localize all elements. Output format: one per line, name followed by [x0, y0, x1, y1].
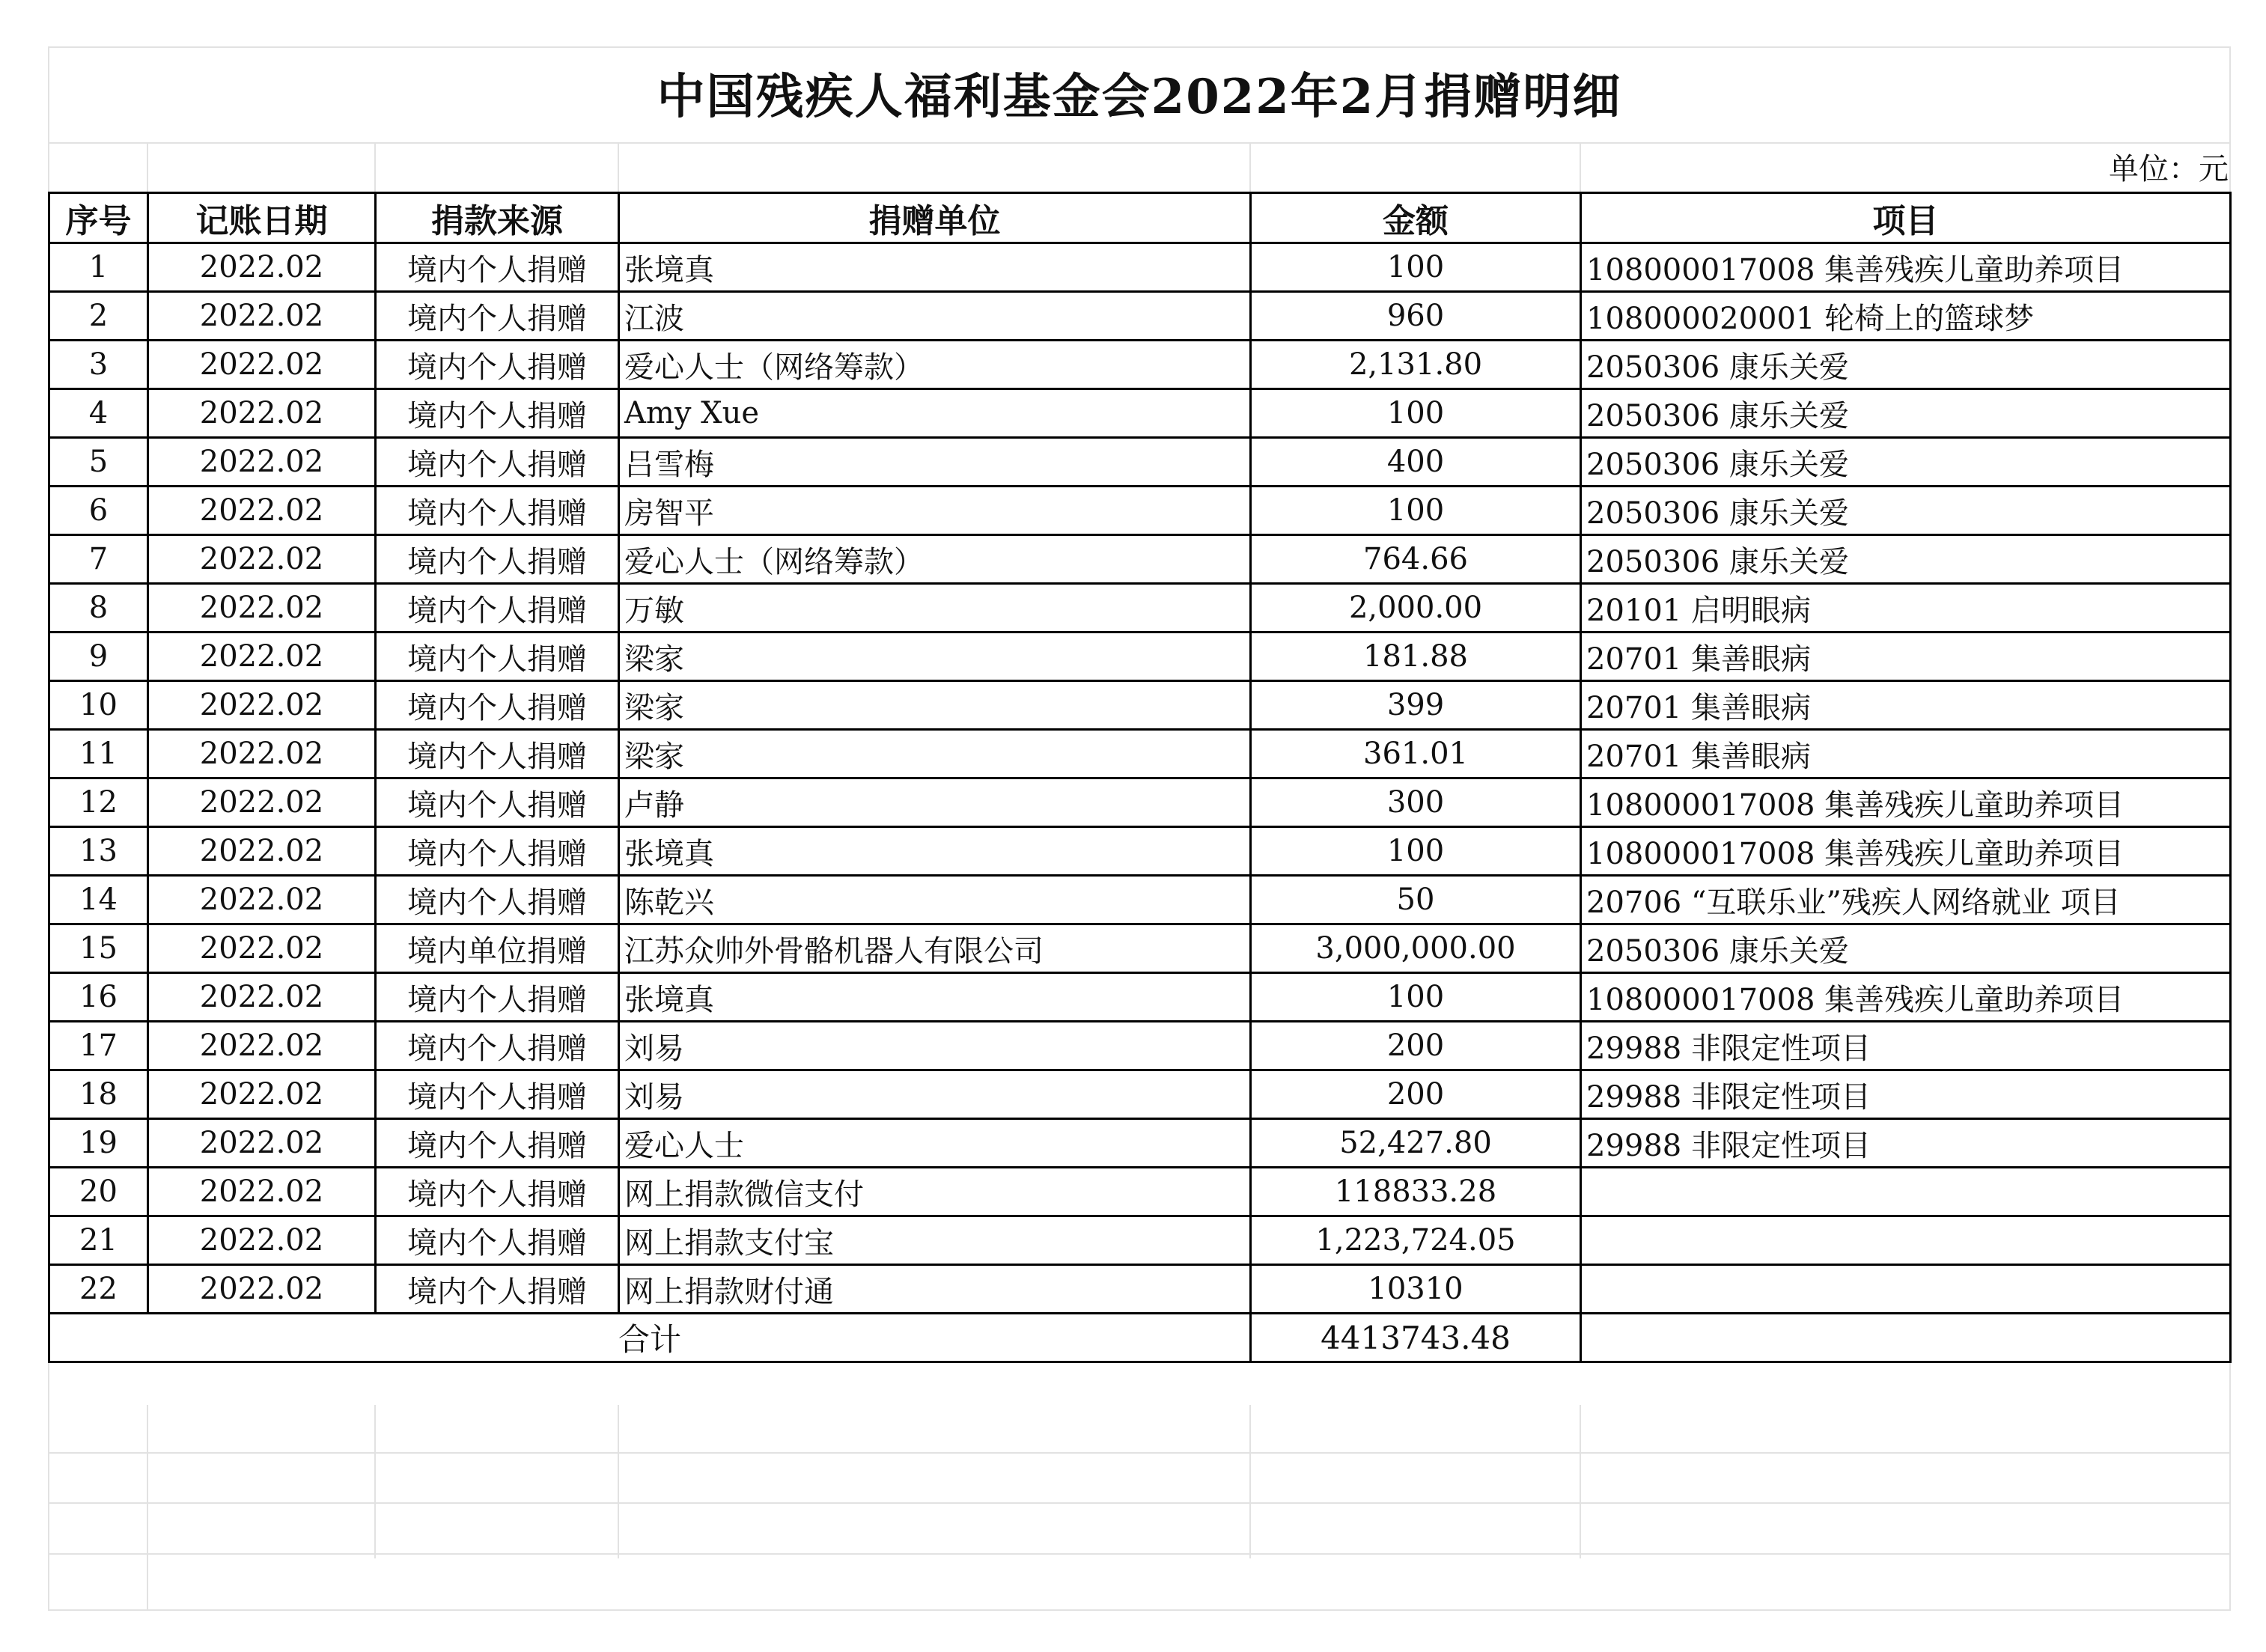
cell-no: 7: [49, 535, 148, 584]
cell-no: 4: [49, 389, 148, 438]
cell-donor: 房智平: [619, 487, 1251, 535]
cell-project: 20101 启明眼病: [1581, 584, 2231, 633]
table-row: [49, 730, 2231, 778]
cell-donor: 张境真: [619, 973, 1251, 1022]
cell-no: 15: [49, 924, 148, 973]
cell-date: 2022.02: [148, 1119, 376, 1168]
cell-project: 20701 集善眼病: [1581, 681, 2231, 730]
cell-date: 2022.02: [148, 1022, 376, 1070]
cell-amount: 10310: [1251, 1265, 1581, 1314]
cell-source: 境内个人捐赠: [376, 876, 619, 924]
cell-source: 境内个人捐赠: [376, 1119, 619, 1168]
cell-source: 境内个人捐赠: [376, 292, 619, 341]
cell-project: 2050306 康乐关爱: [1581, 535, 2231, 584]
cell-project: 20701 集善眼病: [1581, 633, 2231, 681]
table-row: [49, 584, 2231, 633]
cell-date: 2022.02: [148, 535, 376, 584]
cell-amount: 400: [1251, 438, 1581, 487]
cell-amount: 2,131.80: [1251, 341, 1581, 389]
cell-date: 2022.02: [148, 1265, 376, 1314]
cell-donor: 卢静: [619, 778, 1251, 827]
table-row: [49, 1168, 2231, 1216]
grid-line: [1249, 1405, 1251, 1558]
cell-donor: 江苏众帅外骨骼机器人有限公司: [619, 924, 1251, 973]
cell-date: 2022.02: [148, 827, 376, 876]
table-row: [49, 973, 2231, 1022]
cell-source: 境内个人捐赠: [376, 778, 619, 827]
grid-line: [1580, 142, 1581, 192]
cell-amount: 100: [1251, 827, 1581, 876]
cell-source: 境内个人捐赠: [376, 827, 619, 876]
cell-donor: 梁家: [619, 730, 1251, 778]
cell-donor: 爱心人士（网络筹款）: [619, 535, 1251, 584]
grid-line: [618, 142, 619, 192]
cell-amount: 960: [1251, 292, 1581, 341]
cell-amount: 100: [1251, 973, 1581, 1022]
donation-table: [48, 192, 2232, 1363]
cell-project: [1581, 1216, 2231, 1265]
cell-amount: 399: [1251, 681, 1581, 730]
cell-project: 108000017008 集善残疾儿童助养项目: [1581, 827, 2231, 876]
cell-no: 17: [49, 1022, 148, 1070]
cell-donor: 吕雪梅: [619, 438, 1251, 487]
table-row: [49, 487, 2231, 535]
cell-amount: 1,223,724.05: [1251, 1216, 1581, 1265]
cell-donor: 万敏: [619, 584, 1251, 633]
cell-amount: 2,000.00: [1251, 584, 1581, 633]
cell-donor: 陈乾兴: [619, 876, 1251, 924]
cell-date: 2022.02: [148, 438, 376, 487]
col-header-donor: 捐赠单位: [619, 193, 1251, 243]
cell-source: 境内个人捐赠: [376, 535, 619, 584]
cell-amount: 361.01: [1251, 730, 1581, 778]
cell-amount: 100: [1251, 243, 1581, 292]
grid-line: [618, 1405, 619, 1558]
cell-no: 6: [49, 487, 148, 535]
cell-project: 108000017008 集善残疾儿童助养项目: [1581, 973, 2231, 1022]
cell-project: 2050306 康乐关爱: [1581, 438, 2231, 487]
cell-source: 境内个人捐赠: [376, 389, 619, 438]
cell-source: 境内个人捐赠: [376, 1216, 619, 1265]
table-row: [49, 1119, 2231, 1168]
cell-project: 29988 非限定性项目: [1581, 1119, 2231, 1168]
cell-no: 14: [49, 876, 148, 924]
table-row: [49, 1216, 2231, 1265]
cell-project: 20706 “互联乐业”残疾人网络就业 项目: [1581, 876, 2231, 924]
cell-source: 境内单位捐赠: [376, 924, 619, 973]
total-row: [49, 1314, 2231, 1362]
cell-donor: 爱心人士（网络筹款）: [619, 341, 1251, 389]
table-row: [49, 341, 2231, 389]
cell-no: 8: [49, 584, 148, 633]
table-row: [49, 1070, 2231, 1119]
col-header-date: 记账日期: [148, 193, 376, 243]
cell-no: 18: [49, 1070, 148, 1119]
cell-donor: 梁家: [619, 633, 1251, 681]
table-row: [49, 633, 2231, 681]
table-row: [49, 389, 2231, 438]
cell-no: 20: [49, 1168, 148, 1216]
table-row: [49, 1022, 2231, 1070]
cell-amount: 100: [1251, 389, 1581, 438]
cell-date: 2022.02: [148, 633, 376, 681]
cell-source: 境内个人捐赠: [376, 243, 619, 292]
cell-date: 2022.02: [148, 681, 376, 730]
cell-donor: 网上捐款支付宝: [619, 1216, 1251, 1265]
cell-date: 2022.02: [148, 584, 376, 633]
cell-donor: 刘易: [619, 1022, 1251, 1070]
cell-date: 2022.02: [148, 778, 376, 827]
cell-project: 29988 非限定性项目: [1581, 1070, 2231, 1119]
cell-source: 境内个人捐赠: [376, 681, 619, 730]
cell-donor: 张境真: [619, 243, 1251, 292]
cell-source: 境内个人捐赠: [376, 584, 619, 633]
cell-amount: 50: [1251, 876, 1581, 924]
cell-amount: 118833.28: [1251, 1168, 1581, 1216]
grid-line: [1249, 142, 1251, 192]
cell-donor: 张境真: [619, 827, 1251, 876]
grid-line: [147, 1405, 148, 1609]
table-row: [49, 827, 2231, 876]
cell-no: 3: [49, 341, 148, 389]
cell-no: 16: [49, 973, 148, 1022]
cell-source: 境内个人捐赠: [376, 1070, 619, 1119]
cell-amount: 52,427.80: [1251, 1119, 1581, 1168]
cell-date: 2022.02: [148, 924, 376, 973]
cell-source: 境内个人捐赠: [376, 487, 619, 535]
grid-line: [374, 142, 376, 192]
cell-date: 2022.02: [148, 730, 376, 778]
cell-source: 境内个人捐赠: [376, 973, 619, 1022]
col-header-project: 项目: [1581, 193, 2231, 243]
cell-date: 2022.02: [148, 341, 376, 389]
cell-project: [1581, 1168, 2231, 1216]
cell-source: 境内个人捐赠: [376, 633, 619, 681]
cell-donor: Amy Xue: [619, 389, 1251, 438]
header-row: [49, 193, 2231, 243]
cell-amount: 181.88: [1251, 633, 1581, 681]
cell-donor: 梁家: [619, 681, 1251, 730]
cell-no: 10: [49, 681, 148, 730]
cell-date: 2022.02: [148, 876, 376, 924]
table-row: [49, 292, 2231, 341]
table-row: [49, 681, 2231, 730]
cell-no: 9: [49, 633, 148, 681]
cell-date: 2022.02: [148, 487, 376, 535]
grid-line: [147, 142, 148, 192]
col-header-source: 捐款来源: [376, 193, 619, 243]
col-header-no: 序号: [49, 193, 148, 243]
cell-project: 108000017008 集善残疾儿童助养项目: [1581, 243, 2231, 292]
cell-date: 2022.02: [148, 243, 376, 292]
cell-project: 2050306 康乐关爱: [1581, 341, 2231, 389]
cell-donor: 江波: [619, 292, 1251, 341]
cell-project: 2050306 康乐关爱: [1581, 389, 2231, 438]
cell-no: 22: [49, 1265, 148, 1314]
cell-date: 2022.02: [148, 292, 376, 341]
cell-date: 2022.02: [148, 1070, 376, 1119]
cell-donor: 网上捐款微信支付: [619, 1168, 1251, 1216]
cell-amount: 200: [1251, 1070, 1581, 1119]
table-row: [49, 924, 2231, 973]
page-title: 中国残疾人福利基金会2022年2月捐赠明细: [657, 69, 1622, 125]
cell-source: 境内个人捐赠: [376, 1022, 619, 1070]
cell-donor: 爱心人士: [619, 1119, 1251, 1168]
table-row: [49, 535, 2231, 584]
grid-line: [374, 1405, 376, 1558]
total-amount: 4413743.48: [1251, 1314, 1581, 1362]
cell-project: 2050306 康乐关爱: [1581, 487, 2231, 535]
cell-project: 2050306 康乐关爱: [1581, 924, 2231, 973]
cell-project: 20701 集善眼病: [1581, 730, 2231, 778]
col-header-amount: 金额: [1251, 193, 1581, 243]
table-row: [49, 876, 2231, 924]
cell-amount: 3,000,000.00: [1251, 924, 1581, 973]
cell-date: 2022.02: [148, 973, 376, 1022]
grid-line: [1580, 1405, 1581, 1558]
cell-date: 2022.02: [148, 1216, 376, 1265]
cell-source: 境内个人捐赠: [376, 1168, 619, 1216]
cell-amount: 764.66: [1251, 535, 1581, 584]
cell-source: 境内个人捐赠: [376, 341, 619, 389]
cell-date: 2022.02: [148, 389, 376, 438]
cell-no: 11: [49, 730, 148, 778]
cell-amount: 200: [1251, 1022, 1581, 1070]
table-row: [49, 438, 2231, 487]
table-row: [49, 778, 2231, 827]
cell-no: 5: [49, 438, 148, 487]
total-empty-cell: [1581, 1314, 2231, 1362]
cell-project: 108000020001 轮椅上的篮球梦: [1581, 292, 2231, 341]
cell-source: 境内个人捐赠: [376, 438, 619, 487]
cell-no: 1: [49, 243, 148, 292]
cell-donor: 刘易: [619, 1070, 1251, 1119]
cell-amount: 100: [1251, 487, 1581, 535]
cell-date: 2022.02: [148, 1168, 376, 1216]
cell-no: 19: [49, 1119, 148, 1168]
cell-source: 境内个人捐赠: [376, 730, 619, 778]
cell-no: 21: [49, 1216, 148, 1265]
cell-no: 13: [49, 827, 148, 876]
table-row: [49, 1265, 2231, 1314]
unit-label: 单位：元: [2109, 152, 2229, 186]
cell-amount: 300: [1251, 778, 1581, 827]
total-label: 合计: [49, 1314, 1251, 1362]
cell-project: [1581, 1265, 2231, 1314]
cell-donor: 网上捐款财付通: [619, 1265, 1251, 1314]
cell-no: 12: [49, 778, 148, 827]
cell-project: 29988 非限定性项目: [1581, 1022, 2231, 1070]
table-row: [49, 243, 2231, 292]
cell-project: 108000017008 集善残疾儿童助养项目: [1581, 778, 2231, 827]
cell-source: 境内个人捐赠: [376, 1265, 619, 1314]
cell-no: 2: [49, 292, 148, 341]
